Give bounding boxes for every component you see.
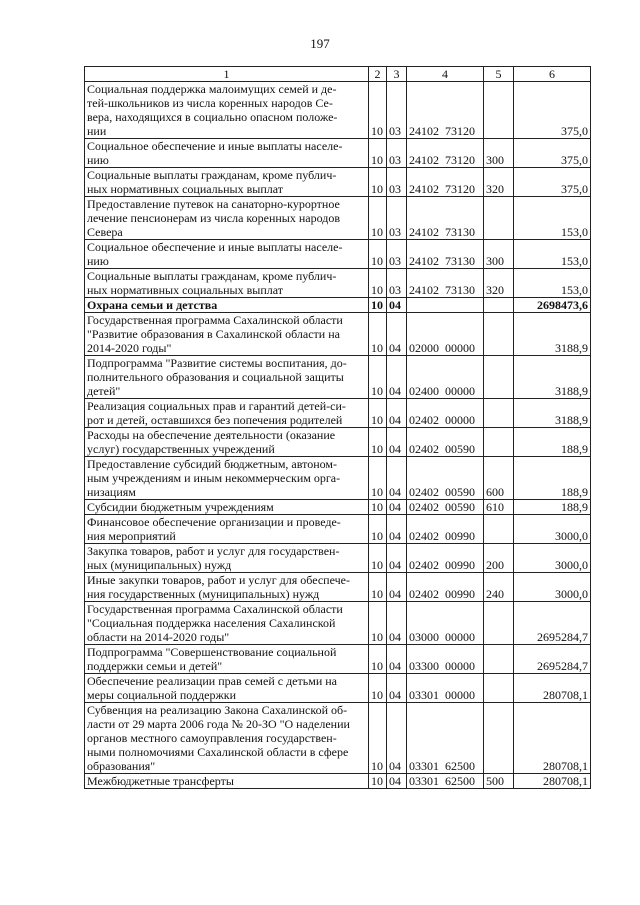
- cell-subsection: 04: [387, 544, 407, 573]
- cell-target-article: 02402 00990: [407, 544, 484, 573]
- cell-subsection: 03: [387, 139, 407, 168]
- table-row: [85, 602, 591, 645]
- cell-name: Подпрограмма "Развитие системы воспитания, до- полнительного образования и социальной защиты детей": [85, 356, 369, 399]
- table-row: [85, 703, 591, 774]
- cell-section: 10: [369, 82, 387, 139]
- cell-expense-type: 300: [484, 139, 514, 168]
- cell-section: 10: [369, 703, 387, 774]
- table-row: [85, 82, 591, 139]
- cell-section: 10: [369, 515, 387, 544]
- cell-section: 10: [369, 240, 387, 269]
- cell-sum: 3000,0: [514, 544, 591, 573]
- cell-subsection: 03: [387, 82, 407, 139]
- cell-target-article: 24102 73120: [407, 139, 484, 168]
- cell-expense-type: [484, 515, 514, 544]
- cell-name: Социальная поддержка малоимущих семей и де- тей-школьников из числа коренных народов Се- вера, находящихся в социально опасном положе- нии: [85, 82, 369, 139]
- cell-expense-type: 300: [484, 240, 514, 269]
- cell-sum: 3188,9: [514, 313, 591, 356]
- cell-name: Обеспечение реализации прав семей с детьми на меры социальной поддержки: [85, 674, 369, 703]
- budget-table: [84, 66, 591, 789]
- table-row: [85, 356, 591, 399]
- cell-sum: 2698473,6: [514, 298, 591, 313]
- cell-section: 10: [369, 298, 387, 313]
- cell-expense-type: 320: [484, 168, 514, 197]
- cell-subsection: 04: [387, 298, 407, 313]
- cell-sum: 153,0: [514, 197, 591, 240]
- cell-subsection: 04: [387, 573, 407, 602]
- cell-section: 10: [369, 168, 387, 197]
- cell-name: Закупка товаров, работ и услуг для государствен- ных (муниципальных) нужд: [85, 544, 369, 573]
- cell-section: 10: [369, 399, 387, 428]
- cell-sum: 280708,1: [514, 774, 591, 789]
- cell-expense-type: [484, 674, 514, 703]
- header-cell-name: 1: [85, 67, 369, 82]
- cell-section: 10: [369, 774, 387, 789]
- table-body: [85, 82, 591, 789]
- table-row: [85, 298, 591, 313]
- cell-target-article: 02402 00590: [407, 457, 484, 500]
- cell-target-article: 02000 00000: [407, 313, 484, 356]
- cell-target-article: 03000 00000: [407, 602, 484, 645]
- cell-expense-type: 600: [484, 457, 514, 500]
- cell-expense-type: 240: [484, 573, 514, 602]
- cell-subsection: 04: [387, 674, 407, 703]
- cell-section: 10: [369, 269, 387, 298]
- cell-target-article: 02400 00000: [407, 356, 484, 399]
- cell-subsection: 04: [387, 602, 407, 645]
- table-row: [85, 457, 591, 500]
- cell-section: 10: [369, 573, 387, 602]
- cell-sum: 375,0: [514, 139, 591, 168]
- cell-expense-type: [484, 399, 514, 428]
- table-row: [85, 240, 591, 269]
- cell-subsection: 04: [387, 703, 407, 774]
- cell-expense-type: [484, 298, 514, 313]
- cell-target-article: [407, 298, 484, 313]
- cell-name: Иные закупки товаров, работ и услуг для обеспече- ния государственных (муниципальных) нужд: [85, 573, 369, 602]
- cell-sum: 280708,1: [514, 703, 591, 774]
- cell-target-article: 03300 00000: [407, 645, 484, 674]
- cell-expense-type: [484, 428, 514, 457]
- cell-subsection: 03: [387, 197, 407, 240]
- cell-sum: 2695284,7: [514, 602, 591, 645]
- table-row: [85, 645, 591, 674]
- cell-subsection: 04: [387, 313, 407, 356]
- cell-expense-type: [484, 645, 514, 674]
- cell-name: Финансовое обеспечение организации и проведе- ния мероприятий: [85, 515, 369, 544]
- cell-expense-type: [484, 313, 514, 356]
- cell-sum: 375,0: [514, 82, 591, 139]
- cell-name: Подпрограмма "Совершенствование социальной поддержки семьи и детей": [85, 645, 369, 674]
- cell-name: Социальное обеспечение и иные выплаты населе- нию: [85, 240, 369, 269]
- cell-sum: 375,0: [514, 168, 591, 197]
- table-row: [85, 774, 591, 789]
- cell-expense-type: [484, 82, 514, 139]
- cell-name: Субсидии бюджетным учреждениям: [85, 500, 369, 515]
- table-row: [85, 139, 591, 168]
- cell-name: Субвенция на реализацию Закона Сахалинской об- ласти от 29 марта 2006 года № 20-ЗО "О наделении органов местного самоуправления государствен- ными полномочиями Сахалинской области в сфере образования": [85, 703, 369, 774]
- cell-name: Расходы на обеспечение деятельности (оказание услуг) государственных учреждений: [85, 428, 369, 457]
- cell-name: Охрана семьи и детства: [85, 298, 369, 313]
- cell-section: 10: [369, 645, 387, 674]
- table-row: [85, 515, 591, 544]
- cell-section: 10: [369, 197, 387, 240]
- header-cell-subsection: 3: [387, 67, 407, 82]
- cell-target-article: 02402 00590: [407, 500, 484, 515]
- cell-sum: 280708,1: [514, 674, 591, 703]
- cell-target-article: 02402 00990: [407, 515, 484, 544]
- cell-sum: 2695284,7: [514, 645, 591, 674]
- table-row: [85, 500, 591, 515]
- cell-section: 10: [369, 602, 387, 645]
- cell-section: 10: [369, 428, 387, 457]
- cell-subsection: 04: [387, 500, 407, 515]
- cell-name: Предоставление путевок на санаторно-курортное лечение пенсионерам из числа коренных народов Севера: [85, 197, 369, 240]
- cell-subsection: 04: [387, 399, 407, 428]
- cell-target-article: 24102 73130: [407, 197, 484, 240]
- cell-target-article: 02402 00990: [407, 573, 484, 602]
- cell-subsection: 03: [387, 269, 407, 298]
- cell-subsection: 04: [387, 774, 407, 789]
- cell-sum: 3000,0: [514, 573, 591, 602]
- cell-target-article: 24102 73130: [407, 269, 484, 298]
- cell-target-article: 03301 00000: [407, 674, 484, 703]
- cell-name: Социальные выплаты гражданам, кроме публич- ных нормативных социальных выплат: [85, 269, 369, 298]
- cell-target-article: 03301 62500: [407, 703, 484, 774]
- cell-name: Государственная программа Сахалинской области "Социальная поддержка населения Сахалинской области на 2014-2020 годы": [85, 602, 369, 645]
- cell-expense-type: [484, 703, 514, 774]
- table-row: [85, 573, 591, 602]
- cell-name: Социальные выплаты гражданам, кроме публич- ных нормативных социальных выплат: [85, 168, 369, 197]
- cell-target-article: 24102 73130: [407, 240, 484, 269]
- cell-section: 10: [369, 139, 387, 168]
- table-row: [85, 399, 591, 428]
- cell-expense-type: 200: [484, 544, 514, 573]
- cell-expense-type: [484, 602, 514, 645]
- cell-subsection: 04: [387, 356, 407, 399]
- cell-target-article: 02402 00000: [407, 399, 484, 428]
- table-row: [85, 197, 591, 240]
- cell-target-article: 24102 73120: [407, 168, 484, 197]
- table-row: [85, 269, 591, 298]
- header-cell-section: 2: [369, 67, 387, 82]
- table-row: [85, 428, 591, 457]
- page-number: 197: [310, 36, 330, 51]
- cell-section: 10: [369, 457, 387, 500]
- cell-target-article: 03301 62500: [407, 774, 484, 789]
- table-row: [85, 674, 591, 703]
- cell-sum: 188,9: [514, 428, 591, 457]
- cell-subsection: 03: [387, 240, 407, 269]
- header-cell-expense-type: 5: [484, 67, 514, 82]
- cell-name: Государственная программа Сахалинской области "Развитие образования в Сахалинской области на 2014-2020 годы": [85, 313, 369, 356]
- cell-subsection: 03: [387, 168, 407, 197]
- cell-subsection: 04: [387, 428, 407, 457]
- cell-sum: 153,0: [514, 240, 591, 269]
- cell-name: Предоставление субсидий бюджетным, автоном- ным учреждениям и иным некоммерческим орга- низациям: [85, 457, 369, 500]
- cell-expense-type: 610: [484, 500, 514, 515]
- cell-name: Социальное обеспечение и иные выплаты населе- нию: [85, 139, 369, 168]
- cell-section: 10: [369, 313, 387, 356]
- cell-sum: 188,9: [514, 457, 591, 500]
- cell-section: 10: [369, 500, 387, 515]
- table-row: [85, 313, 591, 356]
- cell-section: 10: [369, 674, 387, 703]
- cell-target-article: 02402 00590: [407, 428, 484, 457]
- cell-expense-type: [484, 197, 514, 240]
- cell-sum: 3000,0: [514, 515, 591, 544]
- cell-expense-type: [484, 356, 514, 399]
- cell-expense-type: 320: [484, 269, 514, 298]
- cell-sum: 153,0: [514, 269, 591, 298]
- table-row: [85, 544, 591, 573]
- cell-expense-type: 500: [484, 774, 514, 789]
- cell-sum: 3188,9: [514, 399, 591, 428]
- header-cell-sum: 6: [514, 67, 591, 82]
- cell-subsection: 04: [387, 515, 407, 544]
- cell-name: Межбюджетные трансферты: [85, 774, 369, 789]
- table-row: [85, 168, 591, 197]
- cell-name: Реализация социальных прав и гарантий детей-си- рот и детей, оставшихся без попечения родителей: [85, 399, 369, 428]
- cell-subsection: 04: [387, 457, 407, 500]
- cell-target-article: 24102 73120: [407, 82, 484, 139]
- cell-section: 10: [369, 356, 387, 399]
- cell-sum: 3188,9: [514, 356, 591, 399]
- header-row: [85, 67, 591, 82]
- header-cell-target-article: 4: [407, 67, 484, 82]
- cell-sum: 188,9: [514, 500, 591, 515]
- cell-section: 10: [369, 544, 387, 573]
- cell-subsection: 04: [387, 645, 407, 674]
